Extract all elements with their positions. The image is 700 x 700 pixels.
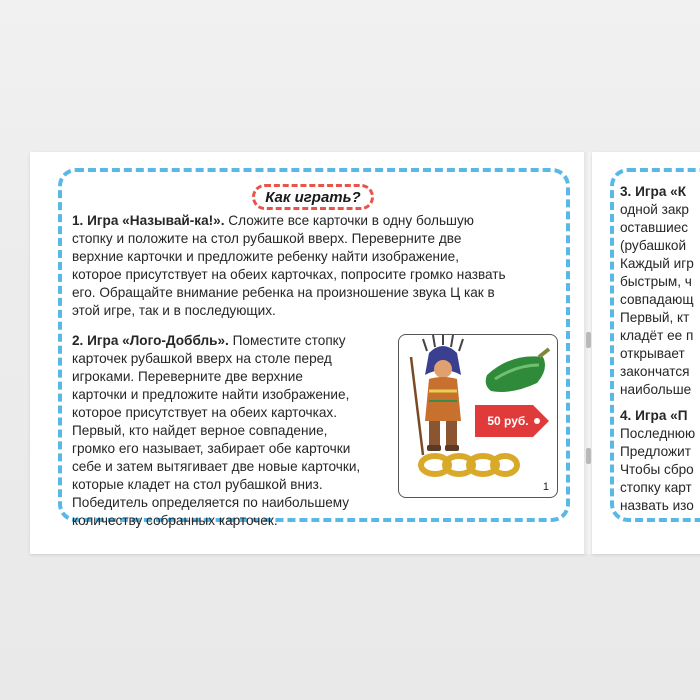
right-line: Каждый игр <box>620 256 694 271</box>
game2-line: карточки и предложите найти изображение, <box>72 387 350 402</box>
heading-text: Как играть? <box>265 188 361 206</box>
right-line: совпадающ <box>620 292 694 307</box>
game2-line: громко его называет, забирает обе карточки <box>72 441 351 456</box>
zucchini-icon <box>486 349 549 392</box>
gold-chain-icon <box>421 456 517 474</box>
how-to-play-heading <box>252 184 374 210</box>
staple-bottom <box>586 448 591 464</box>
game1-line: стопку и положите на стол рубашкой вверх. Переверните две <box>72 231 462 246</box>
game2-line: игроками. Переверните две верхние <box>72 369 303 384</box>
game1-paragraph <box>72 212 560 320</box>
game2-line: количеству собранных карточек. <box>72 513 278 528</box>
game1-line1-rest: Сложите все карточки в одну большую <box>228 213 474 228</box>
card-number: 1 <box>542 481 549 493</box>
game2-line: карточек рубашкой вверх на столе перед <box>72 351 332 366</box>
right-line: стопку карт <box>620 480 692 495</box>
game2-line: себе и затем вытягивает две новые карточки, <box>72 459 361 474</box>
game1-line: его. Обращайте внимание ребенка на произношение звука Ц как в <box>72 285 495 300</box>
right-line: кладёт ее п <box>620 328 694 343</box>
game2-title: 2. Игра «Лого-Доббль». <box>72 333 229 348</box>
game1-title: 1. Игра «Называй-ка!». <box>72 213 225 228</box>
game1-line: этой игре, так и в последующих. <box>72 303 276 318</box>
game1-line: которое присутствует на обеих карточках, попросите громко назвать <box>72 267 506 282</box>
right-line: открывает <box>620 346 685 361</box>
right-line: закончатся <box>620 364 690 379</box>
game2-line: Победитель определяется по наибольшему <box>72 495 350 510</box>
game2-line <box>72 332 402 350</box>
right-line: (рубашкой <box>620 238 687 253</box>
right-line: Чтобы сбро <box>620 462 694 477</box>
game2-line: которые кладет на стол рубашкой вниз. <box>72 477 323 492</box>
game2-line1-rest: Поместите стопку <box>232 333 346 348</box>
game4-title: 4. Игра «П <box>620 408 688 423</box>
right-line: Последнюю <box>620 426 696 441</box>
indian-figure-icon <box>411 335 463 455</box>
game2-line: которое присутствует на обеих карточках. <box>72 405 337 420</box>
game3-title: 3. Игра «К <box>620 184 687 199</box>
right-line: Первый, кт <box>620 310 690 325</box>
staple-top <box>586 332 591 348</box>
right-line: быстрым, ч <box>620 274 692 289</box>
game1-line <box>72 212 560 230</box>
price-tag-label: 50 руб. <box>487 414 529 428</box>
right-line: наибольше <box>620 382 692 397</box>
right-line: Предложит <box>620 444 691 459</box>
example-card <box>398 334 558 498</box>
game2-line: Первый, кто найдет верное совпадение, <box>72 423 328 438</box>
game1-line: верхние карточки и предложите ребенку найти изображение, <box>72 249 459 264</box>
right-line: назвать изо <box>620 498 694 513</box>
right-line: одной закр <box>620 202 689 217</box>
game2-paragraph <box>72 332 402 476</box>
right-line: оставшиес <box>620 220 689 235</box>
